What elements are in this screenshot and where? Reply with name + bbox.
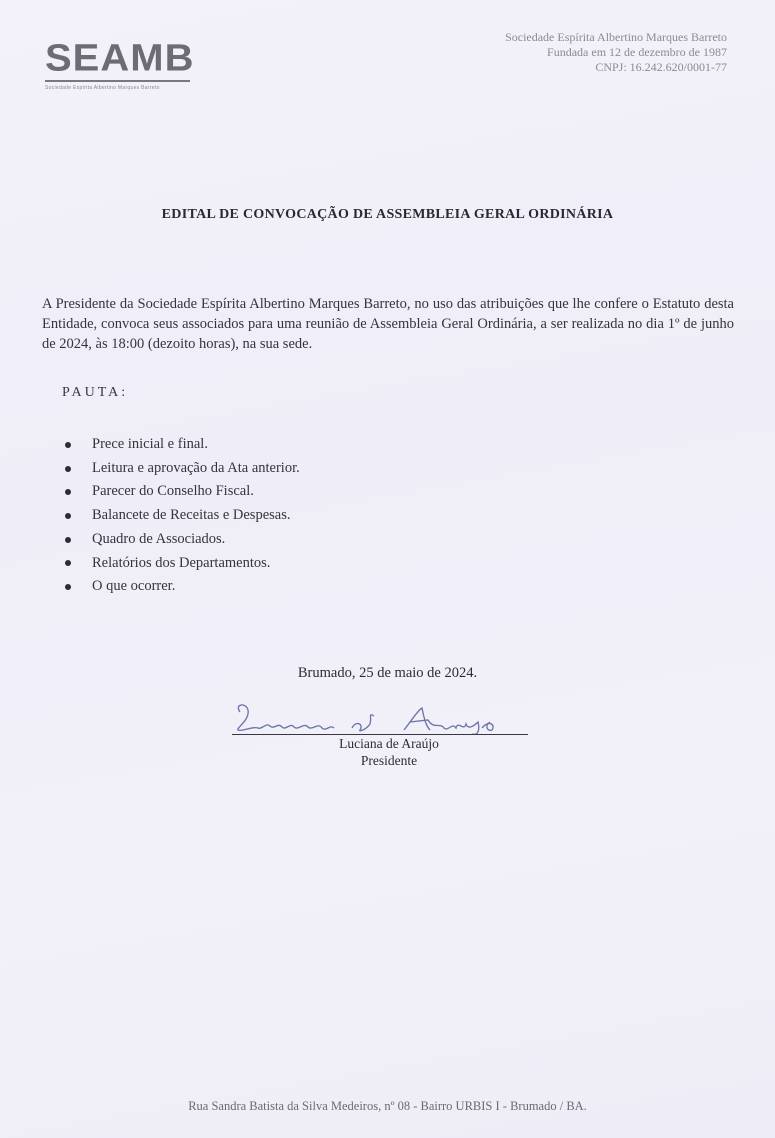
bullet-icon — [65, 513, 71, 519]
agenda-item: Leitura e aprovação da Ata anterior. — [62, 457, 300, 481]
handwritten-signature — [232, 700, 528, 734]
bullet-icon — [65, 489, 71, 495]
convocation-paragraph: A Presidente da Sociedade Espírita Albertino Marques Barreto, no uso das atribuições que lhe confere o Estatuto desta Entidade, convoca seus associados para uma reunião de Assembleia Geral Ordinária, a ser realizada no dia 1º de junho de 2024, às 18:00 (dezoito horas), na sua sede. — [42, 296, 734, 352]
signer-role: Presidente — [360, 753, 418, 768]
logo-text: SEAMB — [45, 37, 195, 79]
logo-divider — [45, 80, 190, 82]
agenda-item: Balancete de Receitas e Despesas. — [62, 504, 300, 528]
agenda-list — [62, 433, 300, 599]
bullet-icon — [65, 584, 71, 590]
agenda-item: Relatórios dos Departamentos. — [62, 552, 300, 576]
organization-header — [505, 30, 727, 75]
organization-name: Sociedade Espírita Albertino Marques Barreto — [505, 30, 727, 44]
place-and-date: Brumado, 25 de maio de 2024. — [297, 665, 478, 681]
agenda-item: Quadro de Associados. — [62, 528, 300, 552]
signer-name: Luciana de Araújo — [339, 736, 439, 751]
seamb-logo — [45, 37, 195, 91]
bullet-icon — [65, 560, 71, 566]
bullet-icon — [65, 466, 71, 472]
signature-icon — [232, 700, 528, 734]
document-title: EDITAL DE CONVOCAÇÃO DE ASSEMBLEIA GERAL ORDINÁRIA — [161, 207, 614, 222]
signature-block — [232, 700, 528, 769]
founding-date: Fundada em 12 de dezembro de 1987 — [547, 45, 727, 59]
cnpj: CNPJ: 16.242.620/0001-77 — [595, 60, 727, 74]
agenda-label: PAUTA: — [62, 385, 129, 400]
bullet-icon — [65, 537, 71, 543]
agenda-item: Parecer do Conselho Fiscal. — [62, 480, 300, 504]
footer-address: Rua Sandra Batista da Silva Medeiros, nº 08 - Bairro URBIS I - Brumado / BA. — [188, 1099, 587, 1113]
logo-subtitle: Sociedade Espírita Albertino Marques Barreto — [45, 85, 160, 91]
agenda-item: O que ocorrer. — [62, 575, 300, 599]
bullet-icon — [65, 442, 71, 448]
agenda-item: Prece inicial e final. — [62, 433, 300, 457]
